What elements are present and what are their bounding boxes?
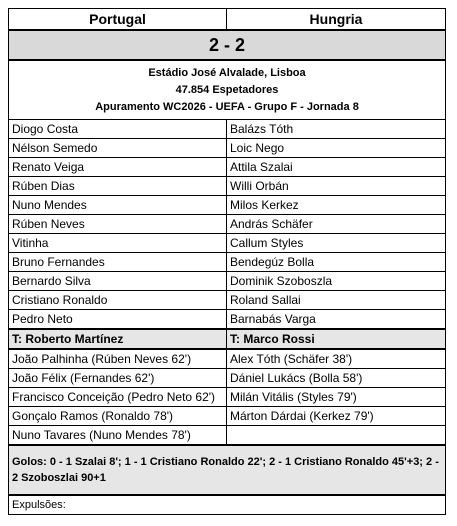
lineup-row (9, 291, 446, 310)
lineup-row (9, 139, 446, 158)
home-player: Renato Veiga (9, 158, 227, 177)
away-player: Willi Orbán (227, 177, 446, 196)
home-player: Rúben Dias (9, 177, 227, 196)
lineup-row (9, 158, 446, 177)
coaches-row (9, 329, 446, 349)
home-player: Nuno Tavares (Nuno Mendes 78') (9, 426, 227, 446)
away-player: Milán Vitális (Styles 79') (227, 388, 446, 407)
away-team-name: Hungria (227, 9, 446, 31)
lineup-row (9, 310, 446, 330)
home-player: Nuno Mendes (9, 196, 227, 215)
home-player: Nélson Semedo (9, 139, 227, 158)
attendance-text: 47.854 Espetadores (175, 84, 279, 96)
away-player: Dániel Lukács (Bolla 58') (227, 369, 446, 388)
match-table (8, 8, 446, 515)
away-player: Alex Tóth (Schäfer 38') (227, 349, 446, 369)
away-player: Callum Styles (227, 234, 446, 253)
competition-text: Apuramento WC2026 - UEFA - Grupo F - Jornada 8 (95, 101, 359, 113)
goals-row (9, 445, 446, 495)
home-player: Francisco Conceição (Pedro Neto 62') (9, 388, 227, 407)
away-player (227, 426, 446, 446)
substitutes (9, 349, 446, 445)
substitute-row (9, 349, 446, 369)
home-player: Diogo Costa (9, 120, 227, 139)
home-player: Bruno Fernandes (9, 253, 227, 272)
info-row (9, 60, 446, 120)
lineup-row (9, 177, 446, 196)
home-team-name: Portugal (9, 9, 227, 31)
away-player: Barnabás Varga (227, 310, 446, 330)
away-player: Roland Sallai (227, 291, 446, 310)
home-player: João Palhinha (Rúben Neves 62') (9, 349, 227, 369)
lineup-row (9, 196, 446, 215)
away-player: Loic Nego (227, 139, 446, 158)
teams-row (9, 9, 446, 31)
home-player: Cristiano Ronaldo (9, 291, 227, 310)
home-player: João Félix (Fernandes 62') (9, 369, 227, 388)
lineup-row (9, 234, 446, 253)
away-player: Bendegúz Bolla (227, 253, 446, 272)
substitute-row (9, 407, 446, 426)
goals-summary: Golos: 0 - 1 Szalai 8'; 1 - 1 Cristiano Ronaldo 22'; 2 - 1 Cristiano Ronaldo 45'+3; 2 - 2 Szoboszlai 90+1 (9, 445, 446, 495)
lineup-row (9, 272, 446, 291)
away-player: Balázs Tóth (227, 120, 446, 139)
final-score: 2 - 2 (9, 30, 446, 60)
away-player: Attila Szalai (227, 158, 446, 177)
home-player: Bernardo Silva (9, 272, 227, 291)
home-player: Gonçalo Ramos (Ronaldo 78') (9, 407, 227, 426)
lineup-row (9, 215, 446, 234)
expulsions-row (9, 495, 446, 515)
substitute-row (9, 369, 446, 388)
away-coach: T: Marco Rossi (227, 329, 446, 349)
away-player: Dominik Szoboszla (227, 272, 446, 291)
substitute-row (9, 426, 446, 446)
away-player: Milos Kerkez (227, 196, 446, 215)
substitute-row (9, 388, 446, 407)
home-player: Rúben Neves (9, 215, 227, 234)
home-coach: T: Roberto Martínez (9, 329, 227, 349)
away-player: Márton Dárdai (Kerkez 79') (227, 407, 446, 426)
lineups (9, 120, 446, 330)
lineup-row (9, 120, 446, 139)
expulsions-summary: Expulsões: (9, 495, 446, 515)
match-report (8, 8, 445, 515)
score-row (9, 30, 446, 60)
away-player: András Schäfer (227, 215, 446, 234)
stadium-text: Estádio José Alvalade, Lisboa (148, 67, 306, 79)
match-info (9, 60, 446, 120)
lineup-row (9, 253, 446, 272)
home-player: Pedro Neto (9, 310, 227, 330)
home-player: Vitinha (9, 234, 227, 253)
